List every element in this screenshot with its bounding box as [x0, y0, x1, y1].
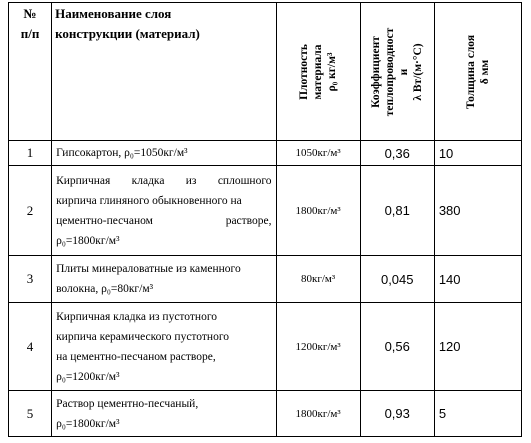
row-density: 1200кг/м³	[276, 303, 360, 391]
header-thickness-line: Толщина слоя	[464, 34, 477, 109]
row-thickness: 140	[434, 256, 521, 303]
row-name	[52, 303, 276, 391]
header-conductivity-line: теплопроводност	[384, 27, 397, 116]
row-conductivity: 0,56	[360, 303, 434, 391]
table-row	[9, 391, 522, 437]
header-name-line: Наименование слоя	[55, 6, 172, 21]
row-thickness: 10	[434, 141, 521, 166]
row-name-line: кирпича глиняного обыкновенного на	[56, 194, 242, 207]
row-conductivity: 0,93	[360, 391, 434, 437]
row-name	[52, 166, 276, 256]
header-row	[9, 3, 522, 141]
header-density-line: материала	[312, 43, 325, 100]
row-name-line: ρ₀=1800кг/м³	[56, 234, 120, 247]
row-thickness: 380	[434, 166, 521, 256]
header-density-line: Плотность	[298, 43, 311, 100]
row-name	[52, 391, 276, 437]
row-conductivity: 0,045	[360, 256, 434, 303]
row-name-line: ρ₀=1800кг/м³	[56, 417, 120, 430]
row-name-line: волокна, ρ₀=80кг/м³	[56, 283, 154, 295]
row-conductivity: 0,81	[360, 166, 434, 256]
row-thickness: 120	[434, 303, 521, 391]
header-density-line: ρ₀ кг/м³	[326, 52, 339, 91]
row-name	[52, 256, 276, 303]
materials-table	[8, 2, 522, 437]
table-row	[9, 166, 522, 256]
row-name-line: Кирпичная кладка из пустотного	[56, 310, 218, 323]
row-density: 80кг/м³	[276, 256, 360, 303]
row-thickness: 5	[434, 391, 521, 437]
row-num: 5	[9, 391, 52, 437]
header-thickness-line: δ мм	[478, 59, 491, 84]
header-density	[276, 3, 360, 141]
row-num: 1	[9, 141, 52, 166]
row-name-line: Кирпичная кладка из сплошного	[56, 174, 272, 187]
header-thickness	[434, 3, 521, 141]
row-name-line: Раствор цементно-песчаный,	[56, 397, 199, 410]
header-conductivity-line: λ Вт/(м·°С)	[412, 42, 425, 101]
row-name-line: на цементно-песчаном растворе,	[56, 350, 216, 363]
header-num-line: п/п	[20, 26, 40, 41]
header-conductivity-line: и	[398, 68, 411, 75]
header-num-line: №	[23, 6, 37, 21]
row-name-line: кирпича керамического пустотного	[56, 330, 230, 343]
row-density: 1800кг/м³	[276, 166, 360, 256]
row-conductivity: 0,36	[360, 141, 434, 166]
row-name-line: Плиты минераловатные из каменного	[56, 263, 241, 275]
row-name-line: цементно-песчаном растворе,	[56, 214, 272, 227]
row-name-line: ρ₀=1200кг/м³	[56, 370, 120, 383]
header-name	[52, 3, 276, 141]
row-num: 3	[9, 256, 52, 303]
table-row	[9, 303, 522, 391]
row-name-line: Гипсокартон, ρ₀=1050кг/м³	[56, 147, 188, 159]
row-num: 2	[9, 166, 52, 256]
row-density: 1050кг/м³	[276, 141, 360, 166]
header-conductivity-line: Коэффициент	[370, 35, 383, 108]
row-density: 1800кг/м³	[276, 391, 360, 437]
header-conductivity	[360, 3, 434, 141]
row-name	[52, 141, 276, 166]
table-row	[9, 141, 522, 166]
header-name-line: конструкции (материал)	[55, 26, 200, 41]
row-num: 4	[9, 303, 52, 391]
header-num	[9, 3, 52, 141]
table-row	[9, 256, 522, 303]
